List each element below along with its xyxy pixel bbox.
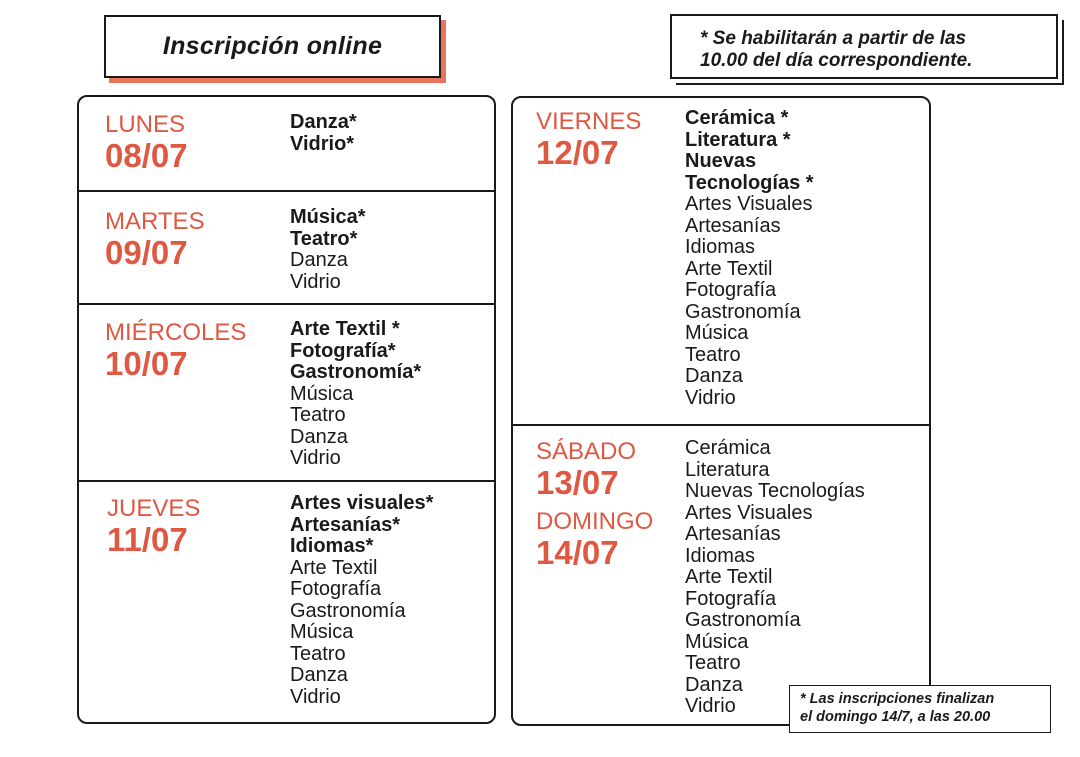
activity: Teatro	[685, 652, 741, 674]
activity-priority: Vidrio*	[290, 132, 355, 155]
activity: Vidrio	[685, 695, 736, 717]
activity: Gastronomía	[290, 599, 406, 622]
activity-priority: Tecnologías *	[685, 171, 814, 194]
date-label: 11/07	[107, 521, 188, 558]
day-heading	[105, 320, 246, 382]
day-label: MIÉRCOLES	[105, 319, 247, 346]
activity: Vidrio	[290, 270, 341, 293]
activity: Danza	[290, 249, 348, 271]
closing-note	[789, 685, 1051, 733]
activity: Cerámica	[685, 437, 771, 459]
activity: Danza	[290, 425, 348, 448]
day-heading	[107, 496, 200, 558]
weekend-activities	[685, 438, 865, 718]
day-label: JUEVES	[107, 495, 201, 522]
activity-priority: Gastronomía*	[290, 361, 422, 383]
day-label: SÁBADO	[536, 438, 637, 465]
activity-list	[290, 493, 433, 708]
schedule-note	[670, 14, 1058, 79]
divider	[511, 424, 931, 426]
activity: Vidrio	[290, 685, 341, 708]
day-label: DOMINGO	[536, 508, 654, 535]
note-line: 10.00 del día correspondiente.	[700, 50, 973, 71]
title-box	[104, 15, 441, 78]
note-line: el domingo 14/7, a las 20.00	[800, 709, 991, 725]
note-line: * Las inscripciones finalizan	[800, 691, 995, 707]
activity-list	[685, 108, 814, 409]
activity-priority: Danza*	[290, 111, 357, 133]
divider	[77, 190, 496, 192]
activity: Artes Visuales	[685, 193, 813, 215]
activity: Música	[290, 382, 354, 405]
date-label: 12/07	[536, 134, 619, 171]
activity-list	[290, 112, 357, 155]
activity: Danza	[685, 365, 743, 387]
activity: Idiomas	[685, 236, 756, 258]
activity: Artes Visuales	[685, 501, 813, 524]
day-heading	[536, 109, 641, 171]
page-title: Inscripción online	[162, 32, 383, 60]
divider	[77, 303, 496, 305]
activity: Danza	[290, 664, 348, 686]
activity-priority: Artesanías*	[290, 513, 401, 536]
day-label: MARTES	[105, 208, 205, 235]
activity-priority: Literatura *	[685, 128, 791, 151]
activity-list	[290, 319, 421, 470]
activity-priority: Artes visuales*	[290, 492, 434, 514]
activity: Literatura	[685, 458, 770, 481]
activity: Gastronomía	[685, 300, 801, 323]
date-label: 13/07	[536, 464, 619, 501]
activity: Teatro	[290, 404, 346, 426]
activity: Música	[685, 322, 749, 344]
day-heading	[105, 112, 188, 174]
weekend-dates	[536, 439, 653, 571]
date-label: 08/07	[105, 137, 188, 174]
activity: Arte Textil	[290, 556, 378, 579]
divider	[77, 480, 496, 482]
activity-priority: Fotografía*	[290, 339, 396, 362]
activity-priority: Teatro*	[290, 227, 358, 250]
activity: Artesanías	[685, 523, 781, 545]
activity-list	[290, 207, 366, 293]
activity: Vidrio	[685, 386, 736, 409]
day-label: VIERNES	[536, 108, 642, 135]
activity-priority: Arte Textil *	[290, 318, 400, 340]
activity: Artesanías	[685, 214, 781, 237]
activity: Idiomas	[685, 544, 756, 567]
activity-priority: Cerámica *	[685, 107, 789, 129]
activity: Arte Textil	[685, 257, 773, 280]
activity: Música	[290, 621, 354, 643]
activity: Teatro	[685, 343, 741, 366]
activity: Fotografía	[685, 587, 777, 610]
day-label: LUNES	[105, 111, 186, 138]
date-label: 09/07	[105, 234, 188, 271]
activity: Vidrio	[290, 447, 341, 469]
note-line: * Se habilitarán a partir de las	[700, 28, 967, 49]
activity: Arte Textil	[685, 566, 773, 588]
activity: Nuevas Tecnologías	[685, 480, 865, 502]
activity: Danza	[685, 673, 743, 696]
date-label: 14/07	[536, 534, 619, 571]
activity-priority: Música*	[290, 206, 366, 228]
activity: Gastronomía	[685, 609, 801, 631]
activity: Fotografía	[290, 578, 382, 600]
day-heading	[105, 209, 205, 271]
activity: Fotografía	[685, 279, 777, 301]
activity: Teatro	[290, 642, 346, 665]
activity-priority: Nuevas	[685, 150, 757, 172]
activity-priority: Idiomas*	[290, 535, 374, 557]
activity: Música	[685, 630, 749, 653]
date-label: 10/07	[105, 345, 188, 382]
